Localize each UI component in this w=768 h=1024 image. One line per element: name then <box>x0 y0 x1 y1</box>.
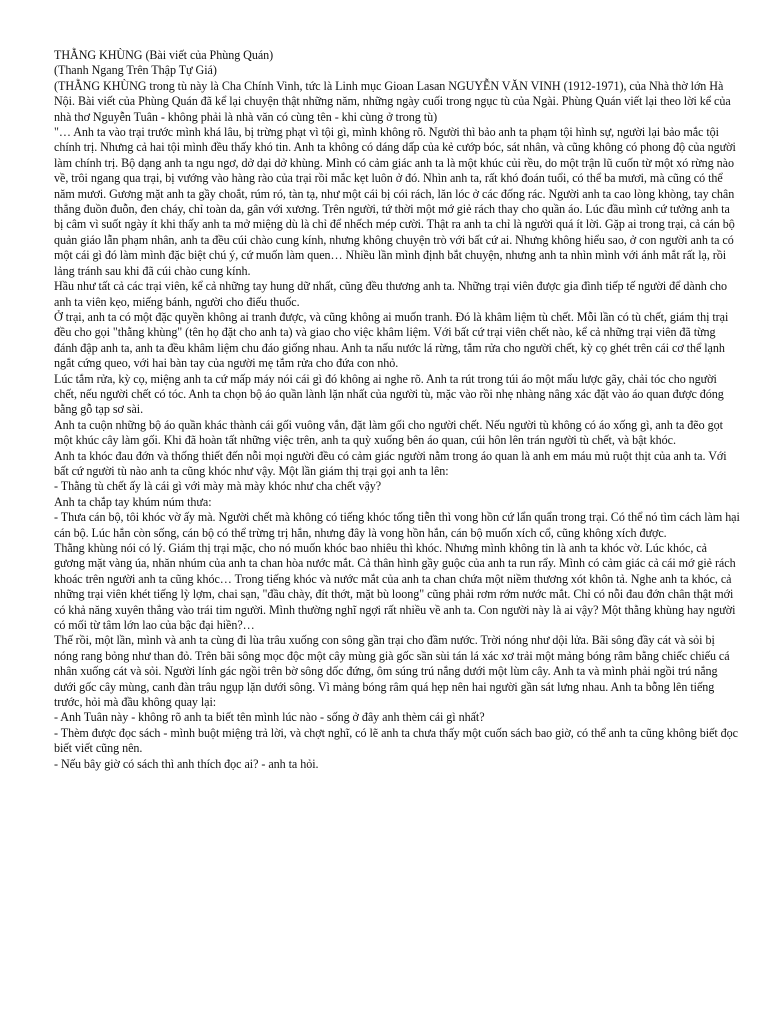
paragraph: Anh ta khóc đau đớn và thống thiết đến nỗi mọi người đều có cảm giác người nằm trong áo quan là anh em máu mủ ruột thịt của anh ta. Với bất cứ người tù nào anh ta cũng khóc như vậy. Một lần giám thị trại gọi anh ta lên: <box>54 448 727 478</box>
paragraph: Ở trại, anh ta có một đặc quyền không ai tranh được, và cũng không ai muốn tranh. Đó là khâm liệm tù chết. Mỗi lần có tù chết, giám thị trại đều cho gọi "thằng khùng" (tên họ đặt cho anh ta) và giao cho việc khâm liệm. Với bất cứ trại viên chết nào, kể cả những trại viên đã từng đánh đập anh ta, anh ta đều khâm liệm chu đáo giống nhau. Anh ta nấu nước lá rừng, tắm rửa cho người chết, kỳ cọ ghét trên cái cơ thể lạnh ngắt cứng queo, với hai bàn tay của người mẹ tắm rửa cho đứa con nhỏ. <box>54 309 729 371</box>
dialogue-line: - Nếu bây giờ có sách thì anh thích đọc ai? - anh ta hỏi. <box>54 756 319 771</box>
dialogue-line: - Thèm được đọc sách - mình buột miệng trả lời, và chợt nghĩ, có lẽ anh ta chưa thấy một cuốn sách bao giờ, có thể anh ta cũng không biết đọc biết viết cũng nên. <box>54 725 738 756</box>
dialogue-line: - Thưa cán bộ, tôi khóc vờ ấy mà. Người chết mà không có tiếng khóc tống tiễn thì vong hồn cứ lẩn quẩn trong trại. Có thể nó tìm cách làm hại cán bộ. Lúc hắn còn sống, cán bộ có thể trừng trị hắn, nhưng đây là vong hồn hắn, cán bộ muốn xích cổ, cũng không xích được. <box>54 510 740 540</box>
paragraph: "… Anh ta vào trại trước mình khá lâu, bị trừng phạt vì tội gì, mình không rõ. Người thì bảo anh ta phạm tội hình sự, người lại bảo mắc tội chính trị. Nhưng cả hai tội mình đều thấy khó tin. Anh ta không có dáng dấp của kẻ cướp bóc, sát nhân, và cũng không có phong độ của người làm chính trị. Bộ dạng anh ta ngu ngơ, dở dại dở khùng. Mình có cảm giác anh ta là một khúc củi rều, do một trận lũ cuốn từ một xó rừng nào về, trôi ngang qua trại, bị vướng vào hàng rào của trại rồi mắc kẹt luôn ở đó. Nhìn anh ta, rất khó đoán tuổi, có thể ba mươi, mà cũng có thể năm mươi. Gương mặt anh ta gầy choắt, rúm ró, tàn tạ, như một cái bị cói rách, lăn lóc ở các đống rác. Người anh ta cao lòng khòng, tay chân thẳng đuồn đuỗn, đen cháy, chỉ toàn da, gân với xương. Trên người, tứ thời một mớ giẻ rách thay cho quần áo. Lúc đầu mình cứ tưởng anh ta bị câm vì suốt ngày ít khi thấy anh ta mở miệng dù là chỉ để nhếch mép cười. Thật ra anh ta chỉ là người quá ít lời. Gặp ai trong trại, cả cán bộ quản giáo lẫn phạm nhân, anh ta đều cúi chào cung kính, nhưng không chuyện trò với bất cứ ai. Nhưng không hiểu sao, ở con người anh ta có một cái gì đó làm mình đặc biệt chú ý, cứ muốn làm quen… Nhiều lần mình định bắt chuyện, nhưng anh ta nhìn mình với ánh mắt rất lạ, rồi lảng tránh sau khi đã cúi chào cung kính. <box>54 125 736 278</box>
dialogue-line: - Thằng tù chết ấy là cái gì với mày mà mày khóc như cha chết vậy? <box>54 479 382 494</box>
document-page <box>54 48 740 772</box>
intro-paragraph: (THẰNG KHÙNG trong tù này là Cha Chính Vinh, tức là Linh mục Gioan Lasan NGUYỄN VĂN VINH (1912-1971), của Nhà thờ lớn Hà Nội. Bài viết của Phùng Quán đã kể lại chuyện thật những năm, những ngày cuối trong ngục tù của Ngài. Phùng Quán viết lại theo lời kể của nhà thơ Nguyễn Tuân - không phải là nhà văn có cùng tên - khi cùng ở trong tù) <box>54 78 731 124</box>
paragraph: Hầu như tất cả các trại viên, kể cả những tay hung dữ nhất, cũng đều thương anh ta. Những trại viên được gia đình tiếp tế người để dành cho anh ta viên kẹo, miếng bánh, người cho điếu thuốc. <box>54 279 728 309</box>
document-subtitle: (Thanh Ngang Trên Thập Tự Giá) <box>54 63 217 78</box>
paragraph: Anh ta cuộn những bộ áo quần khác thành cái gối vuông vắn, đặt làm gối cho người chết. Nếu người tù không có áo xống gì, anh ta đẽo gọt một khúc cây làm gối. Khi đã hoàn tất những việc trên, anh ta quỳ xuống bên áo quan, cúi hôn lên trán người tù chết, và bật khóc. <box>54 417 723 448</box>
dialogue-line: - Anh Tuân này - không rõ anh ta biết tên mình lúc nào - sống ở đây anh thèm cái gì nhất? <box>54 710 485 725</box>
paragraph: Lúc tắm rửa, kỳ cọ, miệng anh ta cứ mấp máy nói cái gì đó không ai nghe rõ. Anh ta rút trong túi áo một mẩu lược gãy, chải tóc cho người chết, nếu người chết có tóc. Anh ta chọn bộ áo quần lành lặn nhất của người tù, mặc vào rồi nhẹ nhàng nâng xác đặt vào áo quan được đóng bằng gỗ tạp sơ sài. <box>54 371 724 417</box>
document-title: THẰNG KHÙNG (Bài viết của Phùng Quán) <box>54 48 274 62</box>
paragraph: Thế rồi, một lần, mình và anh ta cùng đi lùa trâu xuống con sông gần trại cho đầm nước. Trời nóng như dội lửa. Bãi sông đầy cát và sỏi bị nóng rang bỏng như than đỏ. Trên bãi sông mọc độc một cây mùng già gốc sần sùi tán lá xác xơ trải một mảng bóng râm bằng chiếc chiếu cá nhân xuống cát và sỏi. Người lính gác ngồi trên bờ sông dốc đứng, ôm súng trú nắng dưới một lùm cây. Anh ta và mình phải ngồi trú nắng dưới gốc cây mùng, canh đàn trâu ngụp lặn dưới sông. Vì mảng bóng râm quá hẹp nên hai người gần sát lưng nhau. Anh ta bỗng lên tiếng trước, hỏi mà đầu không quay lại: <box>54 633 730 710</box>
paragraph: Thằng khùng nói có lý. Giám thị trại mặc, cho nó muốn khóc bao nhiêu thì khóc. Nhưng mình không tin là anh ta khóc vờ. Lúc khóc, cả gương mặt vàng úa, nhăn nhúm của anh ta chan hòa nước mắt. Cả thân hình gầy guộc của anh ta run rẩy. Mình có cảm giác cả cái mớ giẻ rách khoác trên người anh ta cũng khóc… Trong tiếng khóc và nước mắt của anh ta chan chứa một niềm thương xót khôn tả. Nghe anh ta khóc, cả những trại viên khét tiếng lỳ lợm, chai sạn, "đầu chày, đít thớt, mặt bù loong" cũng phải rơm rớm nước mắt. Chỉ có nỗi đau đớn chân thật mới có khả năng xuyên thẳng vào trái tim người. Mình thường nghĩ ngợi rất nhiều về anh ta. Con người này là ai vậy? Một thằng khùng hay người có mối từ tâm lớn lao của bậc đại hiền?… <box>54 541 736 633</box>
paragraph: Anh ta chắp tay khúm núm thưa: <box>54 494 212 509</box>
